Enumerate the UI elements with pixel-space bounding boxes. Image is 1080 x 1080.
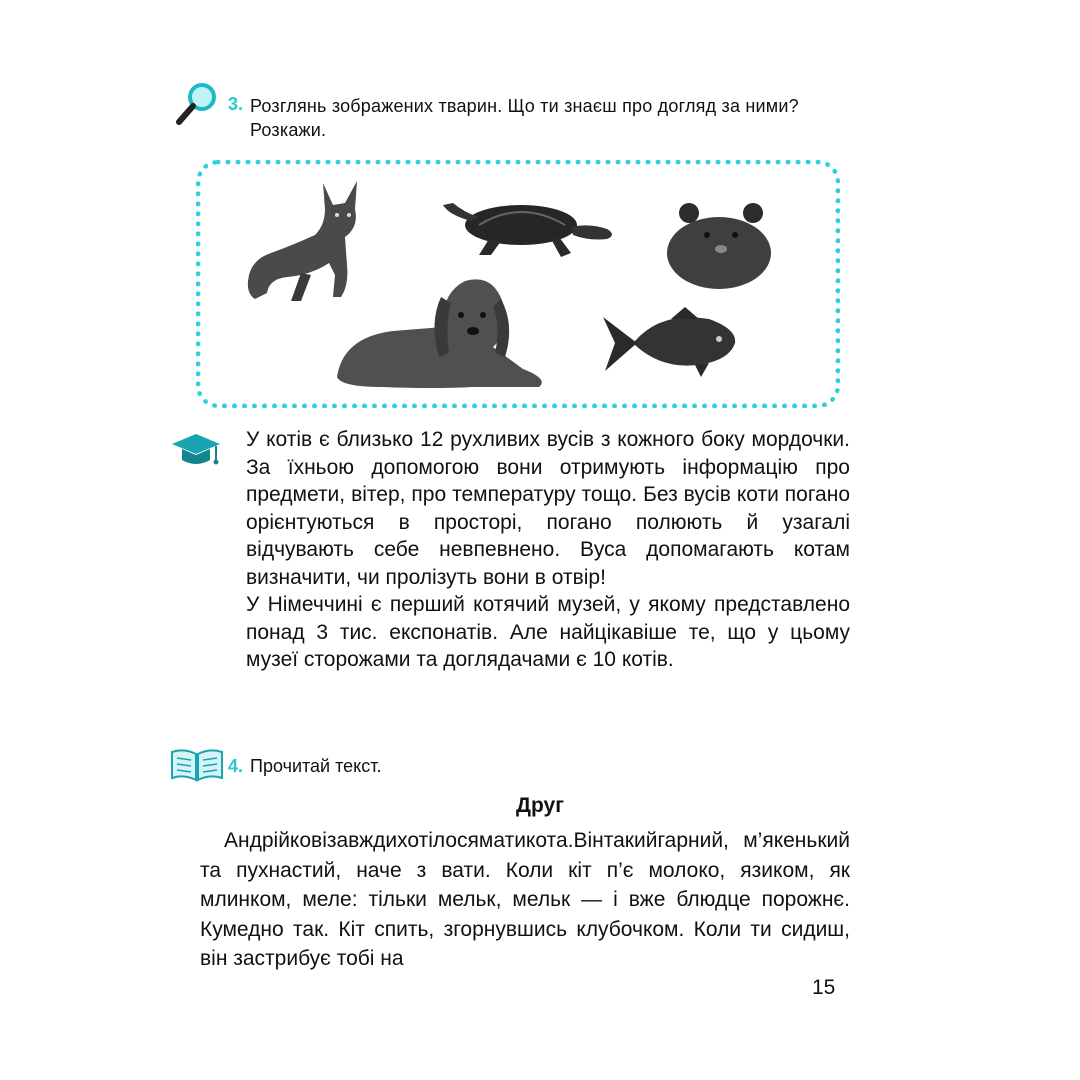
page-number: 15 bbox=[812, 976, 836, 999]
puppy-image bbox=[323, 273, 553, 393]
fact-paragraph: У Німеччині є перший котячий музей, у якому представлено понад 3 тис. експонатів. Але найцікавіше те, що у цьому музеї сторожами та доглядачами є 10 котів. bbox=[246, 593, 850, 671]
fish-image bbox=[601, 305, 741, 379]
fact-text bbox=[246, 426, 850, 674]
story-text bbox=[200, 826, 850, 974]
story-title: Друг bbox=[516, 794, 564, 817]
turtle-image bbox=[439, 195, 619, 265]
task-instruction: Розглянь зображених тварин. Що ти знаєш про догляд за ними? Розкажи. bbox=[250, 96, 799, 140]
task-number: 4. bbox=[228, 756, 244, 776]
hamster-image bbox=[663, 199, 775, 291]
task-instruction: Прочитай текст. bbox=[250, 756, 382, 776]
story-paragraph: Андрійковізавждихотілосяматикота.Вінтакийгарний, м’якенький та пухнастий, наче з вати. Коли кіт п’є молоко, язиком, як млинком, меле: тільки мельк, мельк — і вже блюдце порожнє. Кумедно так. Кіт спить, згорнувшись клубочком. Коли ти сидиш, він застрибує тобі на bbox=[200, 829, 850, 970]
animals-picture-frame bbox=[196, 160, 840, 408]
open-book-icon bbox=[170, 746, 224, 782]
graduation-cap-icon bbox=[170, 432, 222, 468]
magnifier-icon bbox=[172, 80, 220, 128]
task-number: 3. bbox=[228, 94, 244, 114]
fact-paragraph: У котів є близько 12 рухливих вусів з кожного боку мордочки. За їхньою допомогою вони отримують інформацію про предмети, вітер, про температуру тощо. Без вусів коти погано орієнтуються в просторі, погано полюють й узагалі відчувають себе невпевнено. Вуса допомагають котам визначити, чи пролізуть вони в отвір! bbox=[246, 428, 850, 589]
